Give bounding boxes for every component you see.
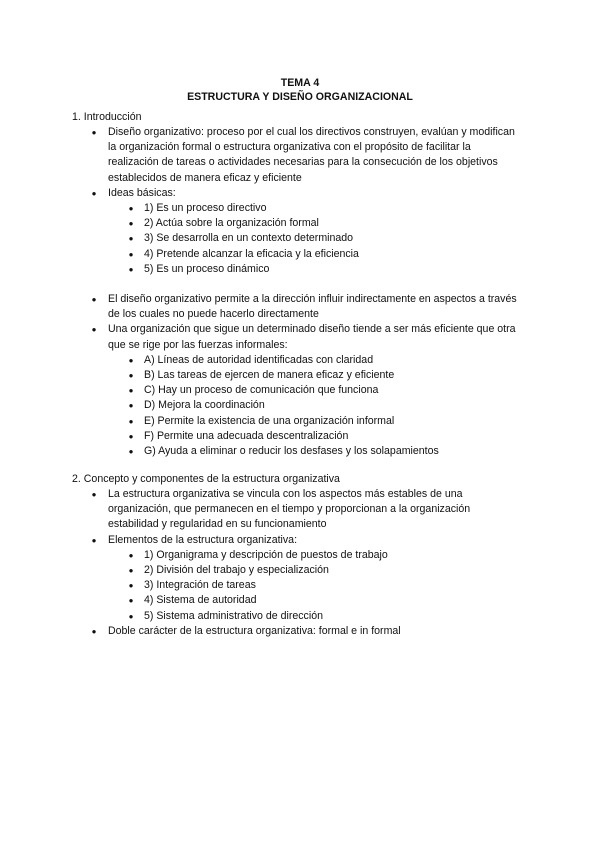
title-topic-name: ESTRUCTURA Y DISEÑO ORGANIZACIONAL <box>187 90 413 103</box>
document-title <box>0 77 600 104</box>
sub-list-item-text: A) Líneas de autoridad identificadas con claridad <box>144 353 374 366</box>
sub-list-item-text: E) Permite la existencia de una organización informal <box>144 414 395 427</box>
list-item-text: La estructura organizativa se vincula con los aspectos más estables de una organización, que permanecen en el tiempo y proporcionan a la organización estabilidad y regularidad en su funcionamiento <box>108 488 471 531</box>
list-item-text: Ideas básicas: <box>108 186 176 199</box>
list-item-text: Diseño organizativo: proceso por el cual los directivos construyen, evalúan y modifican la organización formal o estructura organizativa con el propósito de facilitar la realización de tareas o actividades necesarias para la consecución de los objetivos establecidos de manera eficaz y eficiente <box>108 126 515 184</box>
list-item <box>91 322 523 459</box>
bullet-icon: ● <box>91 626 97 636</box>
bullet-icon: ● <box>128 581 134 591</box>
sub-list-item-text: 5) Sistema administrativo de dirección <box>144 609 323 622</box>
sub-list-item <box>128 231 523 246</box>
sub-list-item <box>128 609 523 624</box>
bullet-icon: ● <box>128 447 134 457</box>
bullet-icon: ● <box>128 264 134 274</box>
section-list-structure-concept <box>91 487 523 639</box>
bullet-icon: ● <box>128 204 134 214</box>
bullet-icon: ● <box>128 386 134 396</box>
bullet-icon: ● <box>91 325 97 335</box>
sub-list-item <box>128 368 523 383</box>
bullet-icon: ● <box>128 219 134 229</box>
sub-list-item <box>128 398 523 413</box>
sub-list-item-text: 3) Se desarrolla en un contexto determinado <box>144 232 354 245</box>
bullet-icon: ● <box>128 249 134 259</box>
bullet-icon: ● <box>91 188 97 198</box>
sub-list-item <box>128 444 523 459</box>
sub-list-item-text: 2) Actúa sobre la organización formal <box>144 217 319 230</box>
bullet-icon: ● <box>128 611 134 621</box>
sub-list-item-text: 1) Es un proceso directivo <box>144 202 267 215</box>
sub-list-item <box>128 262 523 277</box>
bullet-icon: ● <box>128 596 134 606</box>
sub-list-item-text: D) Mejora la coordinación <box>144 399 265 412</box>
section-heading-introduction: 1. Introducción <box>72 111 142 123</box>
sub-list-item-text: B) Las tareas de ejercen de manera eficaz y eficiente <box>144 369 395 382</box>
sub-list-item-text: 4) Sistema de autoridad <box>144 594 257 607</box>
sub-list-item-text: C) Hay un proceso de comunicación que funciona <box>144 384 379 397</box>
sub-list-item <box>128 578 523 593</box>
list-item <box>91 487 523 533</box>
list-item-text: Doble carácter de la estructura organizativa: formal e in formal <box>108 624 401 637</box>
sub-list-item-text: 2) División del trabajo y especialización <box>144 564 329 577</box>
section-heading-structure-concept: 2. Concepto y componentes de la estructura organizativa <box>72 473 340 485</box>
bullet-icon: ● <box>128 355 134 365</box>
sub-list-item-text: 5) Es un proceso dinámico <box>144 262 270 275</box>
sub-list-item-text: 3) Integración de tareas <box>144 579 256 592</box>
sub-list-structure-elements <box>108 548 523 624</box>
sub-list-item <box>128 383 523 398</box>
sub-list-item-text: 4) Pretende alcanzar la eficacia y la eficiencia <box>144 247 359 260</box>
sub-list-basic-ideas <box>108 201 523 277</box>
sub-list-item-text: 1) Organigrama y descripción de puestos de trabajo <box>144 548 388 561</box>
list-item-text: Una organización que sigue un determinado diseño tiende a ser más eficiente que otra que se rige por las fuerzas informales: <box>108 323 516 351</box>
list-item <box>91 533 523 624</box>
sub-list-item <box>128 548 523 563</box>
list-item <box>91 125 523 186</box>
sub-list-item <box>128 429 523 444</box>
sub-list-item-text: G) Ayuda a eliminar o reducir los desfases y los solapamientos <box>144 445 439 458</box>
list-item <box>91 186 523 292</box>
list-item-text: El diseño organizativo permite a la dirección influir indirectamente en aspectos a través de los cuales no puede hacerlo directamente <box>108 293 517 321</box>
bullet-icon: ● <box>91 295 97 305</box>
bullet-icon: ● <box>128 566 134 576</box>
list-item <box>91 292 523 322</box>
section-list-introduction <box>91 125 523 459</box>
list-item <box>91 624 523 639</box>
sub-list-item-text: F) Permite una adecuada descentralización <box>144 429 349 442</box>
sub-list-efficiency-reasons <box>108 353 523 459</box>
bullet-icon: ● <box>128 371 134 381</box>
list-item-text: Elementos de la estructura organizativa: <box>108 533 298 546</box>
bullet-icon: ● <box>128 234 134 244</box>
bullet-icon: ● <box>128 401 134 411</box>
blank-line <box>108 277 523 292</box>
sub-list-item <box>128 563 523 578</box>
sub-list-item <box>128 593 523 608</box>
bullet-icon: ● <box>128 431 134 441</box>
bullet-icon: ● <box>91 128 97 137</box>
title-topic-number: TEMA 4 <box>280 77 320 89</box>
bullet-icon: ● <box>128 550 134 560</box>
sub-list-item <box>128 414 523 429</box>
sub-list-item <box>128 216 523 231</box>
sub-list-item <box>128 201 523 216</box>
bullet-icon: ● <box>91 490 97 499</box>
bullet-icon: ● <box>91 535 97 545</box>
sub-list-item <box>128 247 523 262</box>
bullet-icon: ● <box>128 416 134 426</box>
sub-list-item <box>128 353 523 368</box>
